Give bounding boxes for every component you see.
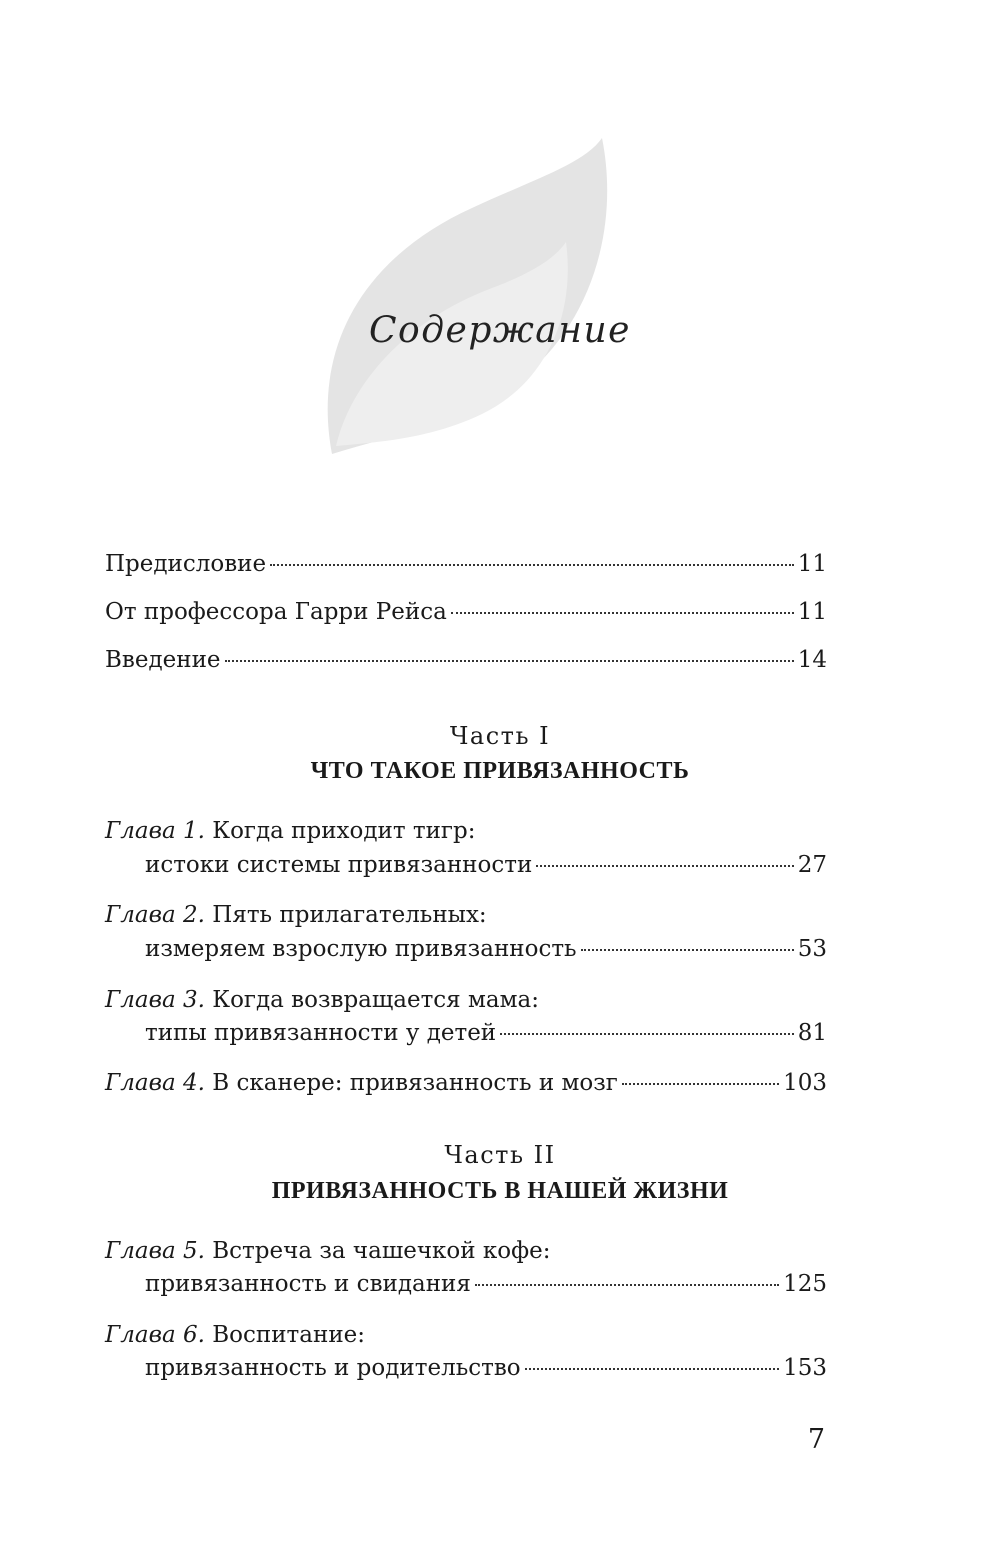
chapter-title-line2: привязанность и свидания <box>145 1271 471 1297</box>
chapter-title-line1: Встреча за чашечкой кофе: <box>212 1238 551 1264</box>
entry-page-number: 103 <box>783 1070 827 1096</box>
dot-leader <box>622 1082 779 1085</box>
entry-page-number: 14 <box>797 647 827 673</box>
entry-title: Предисловие <box>105 551 267 577</box>
chapter-title-line2: привязанность и родительство <box>145 1355 521 1381</box>
chapter-label: Глава 1. <box>105 818 205 844</box>
entry-title: Введение <box>105 647 221 673</box>
chapter-title-line1: Когда возвращается мама: <box>212 987 539 1013</box>
dot-leader <box>525 1367 779 1370</box>
toc-entry-chapter-5-line2[interactable] <box>145 1269 827 1299</box>
part-title: ПРИВЯЗАННОСТЬ В НАШЕЙ ЖИЗНИ <box>271 1178 729 1204</box>
page-number: 7 <box>807 1424 825 1455</box>
entry-page-number: 125 <box>783 1271 827 1297</box>
toc-entry-chapter-4[interactable] <box>105 1068 827 1098</box>
chapter-title-line2: истоки системы привязанности <box>145 852 533 878</box>
dot-leader <box>475 1283 779 1286</box>
entry-page-number: 27 <box>797 852 827 878</box>
chapter-label: Глава 6. <box>105 1322 205 1348</box>
part-label: Часть II <box>444 1141 556 1169</box>
dot-leader <box>536 864 793 867</box>
entry-title: От профессора Гарри Рейса <box>105 599 447 625</box>
part-title: ЧТО ТАКОЕ ПРИВЯЗАННОСТЬ <box>310 758 690 784</box>
toc-entry-chapter-2[interactable] <box>105 900 827 930</box>
toc-entry-chapter-5[interactable] <box>105 1236 827 1266</box>
dot-leader <box>451 611 794 614</box>
chapter-title-line1: В сканере: привязанность и мозг <box>212 1070 618 1096</box>
entry-page-number: 153 <box>783 1355 827 1381</box>
toc-entry-chapter-3[interactable] <box>105 985 827 1015</box>
chapter-title-line1: Воспитание: <box>212 1322 366 1348</box>
page-title: Содержание <box>369 310 631 351</box>
chapter-title-line2: типы привязанности у детей <box>145 1020 497 1046</box>
chapter-title-line2: измеряем взрослую привязанность <box>145 936 577 962</box>
entry-page-number: 11 <box>797 551 827 577</box>
toc-entry-chapter-6-line2[interactable] <box>145 1353 827 1383</box>
entry-page-number: 53 <box>797 936 827 962</box>
chapter-label: Глава 4. <box>105 1070 205 1096</box>
toc-entry-chapter-1-line2[interactable] <box>145 850 827 880</box>
toc-entry-chapter-1[interactable] <box>105 816 827 846</box>
chapter-label: Глава 3. <box>105 987 205 1013</box>
toc-entry-chapter-6[interactable] <box>105 1320 827 1350</box>
chapter-label: Глава 2. <box>105 902 205 928</box>
dot-leader <box>581 948 794 951</box>
toc-entry-foreword[interactable] <box>105 597 827 627</box>
entry-page-number: 11 <box>797 599 827 625</box>
chapter-label: Глава 5. <box>105 1238 205 1264</box>
toc-entry-chapter-2-line2[interactable] <box>145 934 827 964</box>
entry-page-number: 81 <box>797 1020 827 1046</box>
chapter-title-line1: Пять прилагательных: <box>212 902 487 928</box>
part-label: Часть I <box>449 722 551 750</box>
chapter-title <box>105 1068 618 1098</box>
toc-entry-chapter-3-line2[interactable] <box>145 1018 827 1048</box>
dot-leader <box>225 659 794 662</box>
dot-leader <box>270 563 794 566</box>
toc-entry-preface[interactable] <box>105 549 827 579</box>
leaf-ornament-icon <box>322 138 612 454</box>
toc-entry-introduction[interactable] <box>105 645 827 675</box>
dot-leader <box>500 1032 794 1035</box>
chapter-title-line1: Когда приходит тигр: <box>212 818 476 844</box>
